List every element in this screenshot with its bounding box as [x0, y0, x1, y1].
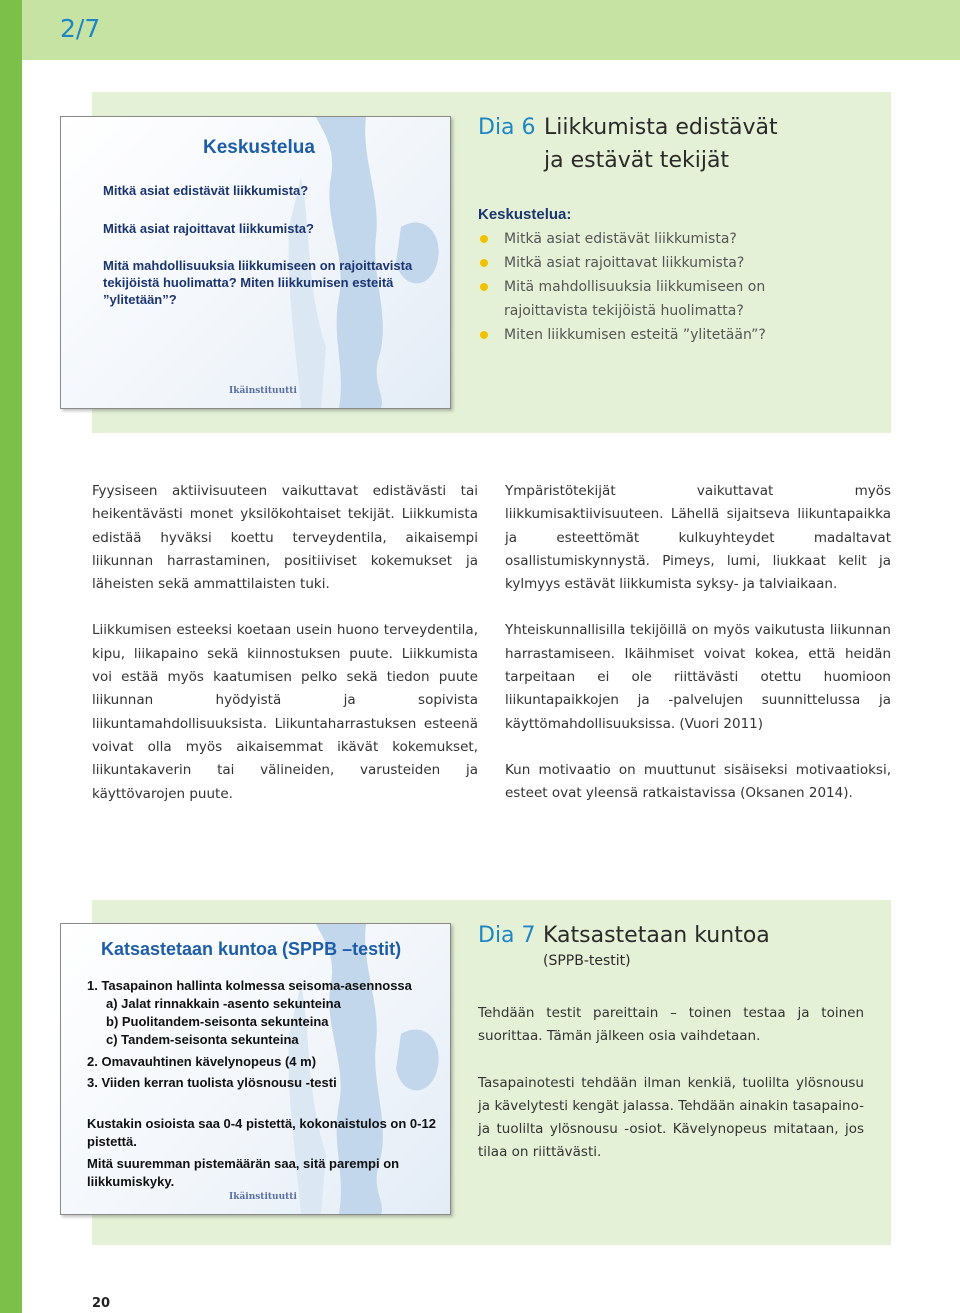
dia7-subtitle: (SPPB-testit)	[543, 953, 631, 969]
slide7-line: pistettä.	[87, 1134, 137, 1149]
dia6-number: Dia 6	[478, 115, 536, 140]
left-text-column	[92, 480, 478, 829]
bullet-item: Miten liikkumisen esteitä ”ylitetään”?	[478, 323, 838, 347]
slide7-line: 2. Omavauhtinen kävelynopeus (4 m)	[87, 1054, 317, 1069]
dia7-text	[478, 1002, 864, 1188]
bullet-dot-icon	[480, 331, 488, 339]
slide6-line: Mitkä asiat edistävät liikkumista?	[103, 183, 309, 198]
slide7-line: a) Jalat rinnakkain -asento sekunteina	[106, 996, 341, 1011]
slide7-line: b) Puolitandem-seisonta sekunteina	[106, 1014, 329, 1029]
body-paragraph: Ympäristötekijät vaikuttavat myös liikkumisaktiivisuuteen. Lähellä sijaitseva liikuntapaikka ja esteettömät kulkuyhteydet madaltavat osallistumiskynnystä. Pimeys, lumi, liukkaat kelit ja kylmyys estävät liikkumista syksy- ja talviaikaan.	[505, 483, 891, 593]
bullet-dot-icon	[480, 235, 488, 243]
dia7-title: Katsastetaan kuntoa	[543, 923, 770, 948]
dia7-number: Dia 7	[478, 923, 536, 948]
page-number: 20	[92, 1296, 111, 1311]
slide6-title: Keskustelua	[203, 137, 315, 158]
left-green-bar	[0, 0, 22, 1313]
bullet-item: Mitä mahdollisuuksia liikkumiseen on rajoittavista tekijöistä huolimatta?	[478, 275, 838, 323]
dia6-bullet-list	[478, 227, 838, 347]
bullet-dot-icon	[480, 283, 488, 291]
slide6-line: tekijöistä huolimatta? Miten liikkumisen esteitä	[103, 275, 394, 290]
slide7-line: 3. Viiden kerran tuolista ylösnousu -testi	[87, 1075, 337, 1090]
bullet-item: Mitkä asiat rajoittavat liikkumista?	[478, 251, 838, 275]
slide7-line: Mitä suuremman pistemäärän saa, sitä parempi on	[87, 1156, 400, 1171]
bullet-item: Mitkä asiat edistävät liikkumista?	[478, 227, 838, 251]
slide7-line: liikkumiskyky.	[87, 1174, 175, 1189]
top-header-band	[22, 0, 960, 60]
right-text-column	[505, 480, 891, 829]
body-paragraph: Yhteiskunnallisilla tekijöillä on myös vaikutusta liikunnan harrastamiseen. Ikäihmiset voivat kokea, että heidän tarpeitaan ei ole riittävästi otettu huomioon liikuntapaikkojen ja -palvelujen suunnittelussa ja käyttömahdollisuuksissa. (Vuori 2011)	[505, 622, 891, 732]
dia6-discussion-heading: Keskustelua:	[478, 206, 572, 223]
slide7-line: 1. Tasapainon hallinta kolmessa seisoma-asennossa	[87, 978, 412, 993]
slide6-line: ”ylitetään”?	[103, 292, 177, 307]
section-page-label: 2/7	[60, 14, 101, 43]
slide7-footer-logo: Ikäinstituutti	[229, 1192, 297, 1202]
dia6-title-line1: Liikkumista edistävät	[544, 115, 778, 140]
body-paragraph: Liikkumisen esteeksi koetaan usein huono terveydentila, kipu, liikapaino sekä kiinnostuksen puute. Liikkumista voi estää myös kaatumisen pelko sekä tiedon puute liikunnan hyödyistä ja sopivista liikuntamahdollisuuksista. Liikuntaharrastuksen esteenä voivat olla myös aikaisemmat ikävät kokemukset, liikuntakaverin tai välineiden, varusteiden ja käyttövarojen puute.	[92, 622, 478, 802]
slide6-thumbnail	[60, 116, 451, 409]
slide6-footer-logo: Ikäinstituutti	[229, 386, 297, 396]
dia6-title-line2: ja estävät tekijät	[544, 148, 730, 173]
body-paragraph: Fyysiseen aktiivisuuteen vaikuttavat edistävästi tai heikentävästi monet yksilökohtaiset tekijät. Liikkumista edistää hyväksi koettu terveydentila, aikaisempi liikunnan harrastaminen, positiiviset kokemukset ja läheisten sekä ammattilaisten tuki.	[92, 483, 478, 593]
slide7-line: c) Tandem-seisonta sekunteina	[106, 1032, 299, 1047]
slide7-title: Katsastetaan kuntoa (SPPB –testit)	[101, 939, 402, 959]
slide6-line: Mitä mahdollisuuksia liikkumiseen on rajoittavista	[103, 258, 413, 273]
body-paragraph: Tasapainotesti tehdään ilman kenkiä, tuolilta ylösnousu ja kävelytesti kengät jalassa. Tehdään ainakin tasapaino- ja tuolilta ylösnousu -osiot. Kävelynopeus mitataan, jos tilaa on riittävästi.	[478, 1074, 864, 1161]
body-paragraph: Kun motivaatio on muuttunut sisäiseksi motivaatioksi, esteet ovat yleensä ratkaistavissa (Oksanen 2014).	[505, 761, 891, 802]
slide6-line: Mitkä asiat rajoittavat liikkumista?	[103, 221, 314, 236]
body-paragraph: Tehdään testit pareittain – toinen testaa ja toinen suorittaa. Tämän jälkeen osia vaihdetaan.	[478, 1005, 864, 1045]
slide7-thumbnail	[60, 923, 451, 1215]
bullet-dot-icon	[480, 259, 488, 267]
slide7-line: Kustakin osioista saa 0-4 pistettä, kokonaistulos on 0-12	[87, 1116, 436, 1131]
